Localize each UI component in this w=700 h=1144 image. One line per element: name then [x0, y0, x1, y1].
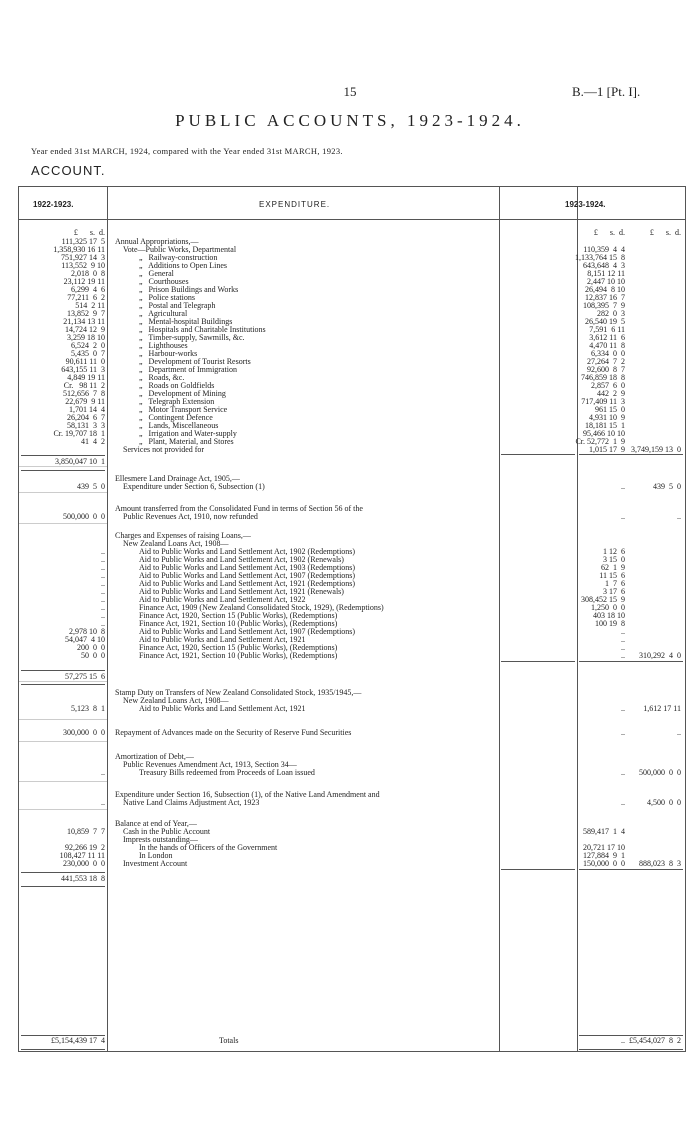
row-label: „ Hospitals and Charitable Institutions [139, 325, 266, 334]
row-label: Charges and Expenses of raising Loans,— [115, 531, 251, 540]
row-label: Balance at end of Year,— [115, 819, 197, 828]
column-divider [107, 187, 108, 1051]
row-label: „ Police stations [139, 293, 195, 302]
row-label: Vote—Public Works, Departmental [123, 245, 237, 254]
section-separator [19, 492, 107, 493]
row-label: „ Contingent Defence [139, 413, 213, 422]
row-prior-amount: Cr. 19,707 18 1 [53, 429, 105, 438]
subtotal-rule [21, 872, 105, 873]
row-current-amount: .. [621, 512, 625, 521]
row-total-amount: .. [677, 728, 681, 737]
row-prior-amount: 13,852 9 7 [67, 309, 105, 318]
row-current-amount: 62 1 9 [601, 563, 625, 572]
row-label: „ Development of Tourist Resorts [139, 357, 251, 366]
row-current-amount: 110,359 4 4 [583, 245, 625, 254]
subtotal-rule [579, 1049, 683, 1050]
row-prior-amount: .. [101, 798, 105, 807]
row-current-amount: 127,884 9 1 [583, 851, 625, 860]
totals-total: £5,454,027 8 2 [629, 1036, 681, 1045]
row-label: Ellesmere Land Drainage Act, 1905,— [115, 474, 240, 483]
row-prior-amount: 751,927 14 3 [61, 253, 105, 262]
row-label: „ Motor Transport Service [139, 405, 228, 414]
row-current-amount: .. [621, 798, 625, 807]
section-separator [19, 681, 107, 682]
row-label: „ Courthouses [139, 277, 189, 286]
row-label: „ Additions to Open Lines [139, 261, 227, 270]
row-prior-amount: .. [101, 603, 105, 612]
row-current-amount: 27,264 7 2 [587, 357, 625, 366]
row-prior-amount: Cr. 98 11 2 [63, 381, 105, 390]
prior-units: £ s. d. [73, 228, 105, 237]
row-prior-amount: 5,123 8 1 [71, 704, 105, 713]
row-total-amount: 439 5 0 [653, 482, 681, 491]
current-units: £ s. d. [593, 228, 625, 237]
row-prior-amount: 92,266 19 2 [65, 843, 105, 852]
row-prior-amount: 230,000 0 0 [63, 859, 105, 868]
row-current-amount: 95,466 10 10 [583, 429, 625, 438]
row-label: „ Department of Immigration [139, 365, 237, 374]
row-prior-amount: 643,155 11 3 [61, 365, 105, 374]
row-current-amount: 3,612 11 6 [589, 333, 625, 342]
row-prior-amount: 300,000 0 0 [63, 728, 105, 737]
row-prior-amount: 111,325 17 5 [61, 237, 105, 246]
row-current-amount: .. [621, 627, 625, 636]
row-label: „ General [139, 269, 174, 278]
row-prior-amount: 2,978 10 8 [69, 627, 105, 636]
row-prior-amount: .. [101, 587, 105, 596]
row-prior-amount: 108,427 11 11 [59, 851, 105, 860]
row-current-amount: 442 2 9 [597, 389, 625, 398]
row-total-amount: 888,023 8 3 [639, 859, 681, 868]
row-prior-amount: .. [101, 579, 105, 588]
row-current-amount: .. [621, 768, 625, 777]
subtotal-rule [501, 661, 575, 662]
row-label: Finance Act, 1920, Section 15 (Public Works), (Redemptions) [139, 643, 338, 652]
row-label: „ Roads, &c. [139, 373, 185, 382]
row-current-amount: 2,447 10 10 [587, 277, 625, 286]
row-label: Finance Act, 1921, Section 10 (Public Works), (Redemptions) [139, 651, 338, 660]
row-prior-amount: 14,724 12 9 [65, 325, 105, 334]
row-prior-amount: 77,211 6 2 [67, 293, 105, 302]
row-label: „ Postal and Telegraph [139, 301, 216, 310]
row-label: Aid to Public Works and Land Settlement Act, 1922 [139, 595, 306, 604]
row-current-amount: 717,409 11 3 [581, 397, 625, 406]
subtotal-rule [501, 454, 575, 455]
row-label: „ Development of Mining [139, 389, 226, 398]
subtotal-rule [21, 684, 105, 685]
document-reference: B.—1 [Pt. I]. [572, 84, 641, 99]
section-separator [19, 523, 107, 524]
row-total-amount: .. [677, 512, 681, 521]
row-current-amount: 8,151 12 11 [587, 269, 625, 278]
row-label: Aid to Public Works and Land Settlement Act, 1921 [139, 704, 306, 713]
row-prior-amount: 41 4 2 [81, 437, 105, 446]
row-prior-amount: 512,656 7 8 [63, 389, 105, 398]
row-current-amount: 961 15 0 [595, 405, 625, 414]
total-units: £ s. d. [649, 228, 681, 237]
row-current-amount: 92,600 8 7 [587, 365, 625, 374]
row-label: Expenditure under Section 6, Subsection (1) [123, 482, 265, 491]
row-prior-amount: .. [101, 571, 105, 580]
row-label: New Zealand Loans Act, 1908— [123, 696, 229, 705]
row-current-amount: .. [621, 704, 625, 713]
row-label: Finance Act, 1920, Section 15 (Public Works), (Redemptions) [139, 611, 338, 620]
section-separator [19, 781, 107, 782]
row-prior-amount: 54,047 4 10 [65, 635, 105, 644]
subtotal-rule [579, 661, 683, 662]
row-total-amount: 4,500 0 0 [647, 798, 681, 807]
row-prior-amount: 50 0 0 [81, 651, 105, 660]
row-label: „ Roads on Goldfields [139, 381, 215, 390]
row-label: In London [139, 851, 173, 860]
subtotal-rule [501, 869, 575, 870]
row-current-amount: 589,417 1 4 [583, 827, 625, 836]
row-label: „ Irrigation and Water-supply [139, 429, 237, 438]
row-prior-amount: 1,701 14 4 [69, 405, 105, 414]
row-label: New Zealand Loans Act, 1908— [123, 539, 229, 548]
row-current-amount: 20,721 17 10 [583, 843, 625, 852]
row-label: „ Plant, Material, and Stores [139, 437, 234, 446]
row-prior-amount: 57,275 15 6 [65, 672, 105, 681]
prior-year-header: 1922-1923. [33, 200, 74, 209]
row-prior-amount: 21,134 13 11 [63, 317, 105, 326]
row-prior-amount: .. [101, 595, 105, 604]
header-rule [19, 219, 685, 220]
section-separator [19, 466, 107, 467]
row-prior-amount: 22,679 9 11 [65, 397, 105, 406]
row-current-amount: 1,133,764 15 8 [575, 253, 625, 262]
row-label: In the hands of Officers of the Government [139, 843, 278, 852]
row-prior-amount: 4,849 19 11 [67, 373, 105, 382]
row-prior-amount: 200 0 0 [77, 643, 105, 652]
row-total-amount: 310,292 4 0 [639, 651, 681, 660]
page-title: PUBLIC ACCOUNTS, 1923-1924. [175, 111, 525, 130]
row-label: „ Prison Buildings and Works [139, 285, 239, 294]
row-current-amount: .. [621, 643, 625, 652]
row-prior-amount: 5,435 0 7 [71, 349, 105, 358]
row-prior-amount: 58,131 3 3 [67, 421, 105, 430]
row-current-amount: 4,931 10 9 [589, 413, 625, 422]
row-prior-amount: 2,018 0 8 [71, 269, 105, 278]
row-current-amount: 7,591 6 11 [589, 325, 625, 334]
totals-current: .. [621, 1036, 625, 1045]
row-current-amount: .. [621, 635, 625, 644]
row-current-amount: 11 15 6 [599, 571, 625, 580]
row-prior-amount: 90,611 11 0 [65, 357, 105, 366]
row-prior-amount: 441,553 18 8 [61, 874, 105, 883]
row-current-amount: 1 7 6 [605, 579, 625, 588]
row-total-amount: 3,749,159 13 0 [631, 445, 681, 454]
row-prior-amount: .. [101, 611, 105, 620]
subtotal-rule [21, 1049, 105, 1050]
row-current-amount: 12,837 16 7 [585, 293, 625, 302]
subtotal-rule [21, 670, 105, 671]
subtotal-rule [579, 1035, 683, 1036]
row-label: Stamp Duty on Transfers of New Zealand Consolidated Stock, 1935/1945,— [115, 688, 362, 697]
row-prior-amount: .. [101, 619, 105, 628]
expenditure-table [18, 186, 686, 1052]
row-label: „ Harbour-works [139, 349, 198, 358]
row-current-amount: .. [621, 651, 625, 660]
totals-label: Totals [219, 1036, 239, 1045]
row-label: Aid to Public Works and Land Settlement Act, 1921 [139, 635, 306, 644]
row-current-amount: 150,000 0 0 [583, 859, 625, 868]
row-label: Aid to Public Works and Land Settlement Act, 1907 (Redemptions) [139, 571, 356, 580]
row-current-amount: 26,540 19 5 [585, 317, 625, 326]
subtotal-rule [579, 454, 683, 455]
row-prior-amount: 23,112 19 11 [63, 277, 105, 286]
row-label: Aid to Public Works and Land Settlement Act, 1902 (Renewals) [139, 555, 344, 564]
row-prior-amount: 3,850,047 10 1 [55, 457, 105, 466]
subtotal-rule [21, 886, 105, 887]
subtotal-rule [21, 455, 105, 456]
row-label: Amount transferred from the Consolidated Fund in terms of Section 56 of the [115, 504, 363, 513]
row-current-amount: 108,395 7 9 [583, 301, 625, 310]
row-label: Cash in the Public Account [123, 827, 211, 836]
section-separator [19, 809, 107, 810]
row-current-amount: 100 19 8 [595, 619, 625, 628]
row-current-amount: 746,859 18 8 [581, 373, 625, 382]
row-current-amount: 3 17 6 [603, 587, 625, 596]
row-label: Expenditure under Section 16, Subsection (1), of the Native Land Amendment and [115, 790, 380, 799]
row-prior-amount: .. [101, 563, 105, 572]
subtotal-rule [579, 869, 683, 870]
row-current-amount: 4,470 11 8 [589, 341, 625, 350]
page-subtitle: Year ended 31st MARCH, 1924, compared with the Year ended 31st MARCH, 1923. [31, 146, 343, 156]
expenditure-header: EXPENDITURE. [259, 200, 331, 209]
row-label: Aid to Public Works and Land Settlement Act, 1907 (Redemptions) [139, 627, 356, 636]
row-prior-amount: 514 2 11 [75, 301, 105, 310]
row-label: Finance Act, 1921, Section 10 (Public Works), (Redemptions) [139, 619, 338, 628]
account-label: ACCOUNT. [31, 163, 106, 178]
row-label: „ Mental-hospital Buildings [139, 317, 233, 326]
row-current-amount: 26,494 8 10 [585, 285, 625, 294]
row-current-amount: Cr. 52,772 1 9 [575, 437, 625, 446]
row-current-amount: 1 12 6 [603, 547, 625, 556]
row-total-amount: 1,612 17 11 [643, 704, 681, 713]
row-label: „ Telegraph Extension [139, 397, 215, 406]
row-label: Annual Appropriations,— [115, 237, 199, 246]
totals-prior: £5,154,439 17 4 [51, 1036, 105, 1045]
current-year-header: 1923-1924. [565, 200, 606, 209]
row-label: „ Lands, Miscellaneous [139, 421, 219, 430]
section-separator [19, 741, 107, 742]
page-number: 15 [343, 84, 357, 99]
row-label: Repayment of Advances made on the Security of Reserve Fund Securities [115, 728, 352, 737]
row-prior-amount: 439 5 0 [77, 482, 105, 491]
row-label: Public Revenues Act, 1910, now refunded [123, 512, 258, 521]
row-label: Services not provided for [123, 445, 205, 454]
row-current-amount: .. [621, 728, 625, 737]
row-prior-amount: 500,000 0 0 [63, 512, 105, 521]
row-label: „ Lighthouses [139, 341, 188, 350]
row-prior-amount: 1,358,930 16 11 [53, 245, 105, 254]
row-prior-amount: .. [101, 768, 105, 777]
row-total-amount: 500,000 0 0 [639, 768, 681, 777]
row-prior-amount: 10,859 7 7 [67, 827, 105, 836]
row-prior-amount: 26,204 6 7 [67, 413, 105, 422]
row-prior-amount: 6,524 2 0 [71, 341, 105, 350]
row-current-amount: .. [621, 482, 625, 491]
row-label: Treasury Bills redeemed from Proceeds of Loan issued [139, 768, 315, 777]
row-prior-amount: 113,552 9 10 [61, 261, 105, 270]
row-label: Aid to Public Works and Land Settlement Act, 1921 (Renewals) [139, 587, 344, 596]
row-prior-amount: 6,299 4 6 [71, 285, 105, 294]
row-label: Imprests outstanding— [123, 835, 198, 844]
row-current-amount: 282 0 3 [597, 309, 625, 318]
row-current-amount: 3 15 0 [603, 555, 625, 564]
row-current-amount: 403 18 10 [593, 611, 625, 620]
row-current-amount: 643,648 4 3 [583, 261, 625, 270]
row-current-amount: 6,334 0 0 [591, 349, 625, 358]
row-label: Finance Act, 1909 (New Zealand Consolidated Stock, 1929), (Redemptions) [139, 603, 384, 612]
row-current-amount: 18,181 15 1 [585, 421, 625, 430]
row-prior-amount: .. [101, 555, 105, 564]
row-prior-amount: .. [101, 547, 105, 556]
row-label: Public Revenues Amendment Act, 1913, Section 34— [123, 760, 297, 769]
row-label: „ Agricultural [139, 309, 188, 318]
row-current-amount: 2,857 6 0 [591, 381, 625, 390]
row-label: Aid to Public Works and Land Settlement Act, 1902 (Redemptions) [139, 547, 356, 556]
row-label: Investment Account [123, 859, 188, 868]
row-current-amount: 1,250 0 0 [591, 603, 625, 612]
row-label: Native Land Claims Adjustment Act, 1923 [123, 798, 260, 807]
row-label: „ Railway-construction [139, 253, 218, 262]
row-label: Aid to Public Works and Land Settlement Act, 1921 (Redemptions) [139, 579, 356, 588]
row-prior-amount: 3,259 18 10 [67, 333, 105, 342]
section-separator [19, 719, 107, 720]
row-label: „ Timber-supply, Sawmills, &c. [139, 333, 245, 342]
subtotal-rule [21, 1035, 105, 1036]
row-current-amount: 308,452 15 9 [581, 595, 625, 604]
subtotal-rule [21, 470, 105, 471]
row-label: Aid to Public Works and Land Settlement Act, 1903 (Redemptions) [139, 563, 356, 572]
row-label: Amortization of Debt,— [115, 752, 194, 761]
row-current-amount: 1,015 17 9 [589, 445, 625, 454]
